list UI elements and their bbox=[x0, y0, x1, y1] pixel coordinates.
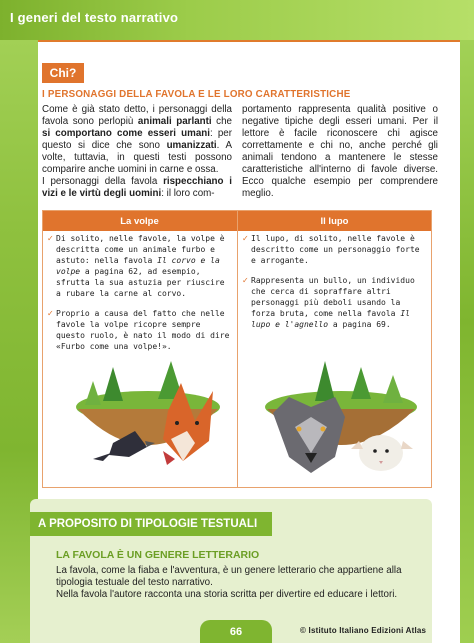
lupo-column bbox=[242, 233, 428, 339]
volpe-item bbox=[47, 308, 233, 352]
info-box-title: A PROPOSITO DI TIPOLOGIE TESTUALI bbox=[30, 512, 272, 536]
check-icon: ✓ bbox=[47, 309, 54, 318]
info-box-subtitle: LA FAVOLA È UN GENERE LETTERARIO bbox=[56, 549, 260, 561]
header-volpe: La volpe bbox=[120, 215, 159, 227]
intro-text: : per questo si dice che sono bbox=[42, 128, 232, 151]
header-lupo: Il lupo bbox=[320, 215, 349, 227]
fox-crow-illustration bbox=[63, 361, 233, 483]
page-number: 66 bbox=[200, 620, 272, 643]
intro-text: . A volte, tuttavia, in questi testi possono comparire anche uomini in carne e ossa. bbox=[42, 140, 232, 175]
item-text: Il lupo, di solito, nelle favole è descritto come un personaggio forte e arrogante. bbox=[251, 234, 420, 265]
item-text: Di solito, nelle favole, la volpe è descritta come un animale furbo e astuto: nella favola bbox=[56, 234, 225, 265]
intro-text: Come è già stato detto, i personaggi della favola sono perlopiù bbox=[42, 104, 232, 127]
chapter-header-bar bbox=[0, 0, 474, 40]
item-text: a pagina 62, ad esempio, sfrutta la sua astuzia per riuscire a rubare la carne al corvo. bbox=[56, 267, 225, 298]
intro-text: che bbox=[211, 116, 232, 127]
volpe-item bbox=[47, 233, 233, 299]
right-decorative-band bbox=[460, 0, 474, 643]
characters-table bbox=[42, 210, 432, 488]
intro-left-column bbox=[42, 104, 232, 200]
intro-bold: animali parlanti bbox=[137, 116, 212, 127]
chapter-title: I generi del testo narrativo bbox=[10, 10, 179, 25]
check-icon: ✓ bbox=[47, 234, 54, 243]
item-text: Proprio a causa del fatto che nelle favole la volpe ricopre sempre questo ruolo, è nato il modo di dire «Furbo come una volpe!». bbox=[56, 309, 230, 351]
header-divider bbox=[38, 40, 460, 42]
intro-bold: umanizzati bbox=[166, 140, 217, 151]
check-icon: ✓ bbox=[242, 234, 249, 243]
volpe-column bbox=[47, 233, 233, 361]
wolf-lamb-illustration bbox=[255, 357, 427, 483]
publisher-credit: © Istituto Italiano Edizioni Atlas bbox=[300, 626, 427, 635]
info-paragraph: Nella favola l'autore racconta una storia scritta per divertire ed educare i lettori. bbox=[56, 589, 398, 600]
item-text: a pagina 69. bbox=[328, 320, 391, 329]
intro-text: I personaggi della favola bbox=[42, 176, 164, 187]
item-title: Il lupo e l'agnello bbox=[251, 309, 410, 329]
section-heading: I PERSONAGGI DELLA FAVOLA E LE LORO CARATTERISTICHE bbox=[42, 89, 351, 100]
info-paragraph: La favola, come la fiaba e l'avventura, è un genere letterario che appartiene alla tipologia testuale del testo narrativo. bbox=[56, 565, 402, 588]
info-box-text bbox=[56, 565, 426, 601]
item-text: Rappresenta un bullo, un individuo che cerca di sopraffare altri personaggi più deboli usando la forza bruta, come nella favola bbox=[251, 276, 415, 318]
section-tag: Chi? bbox=[42, 63, 84, 83]
intro-text: : il loro com- bbox=[161, 188, 215, 199]
intro-bold: rispecchiano i vizi e le virtù degli uomini bbox=[42, 176, 232, 199]
intro-bold: si comportano come esseri umani bbox=[42, 128, 210, 139]
lupo-item bbox=[242, 233, 428, 266]
table-divider bbox=[237, 211, 238, 487]
item-title: Il corvo e la volpe bbox=[56, 256, 220, 276]
lupo-item bbox=[242, 275, 428, 330]
intro-right-column: portamento rappresenta qualità positive o negative tipiche degli esseri umani. Per il lettore è facile riconoscere chi agisce correttamente e chi no, anche perché gli animali tendono a mantenere le stesse caratteristiche all'interno di favole diverse. Ecco qualche esempio per comprendere meglio. bbox=[242, 104, 438, 199]
check-icon: ✓ bbox=[242, 276, 249, 285]
